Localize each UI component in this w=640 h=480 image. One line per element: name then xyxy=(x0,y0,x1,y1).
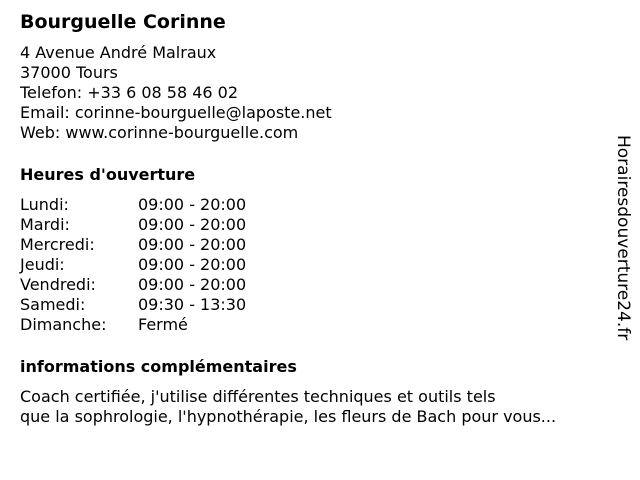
address-street: 4 Avenue André Malraux xyxy=(20,43,217,62)
hours-heading: Heures d'ouverture xyxy=(20,165,196,184)
website-address: Web: www.corinne-bourguelle.com xyxy=(20,123,299,142)
hours-time: 09:00 - 20:00 xyxy=(138,215,247,234)
hours-row-sunday xyxy=(20,315,600,335)
contact-block xyxy=(20,43,600,143)
hours-time: 09:00 - 20:00 xyxy=(138,275,247,294)
hours-table xyxy=(20,195,600,335)
hours-row-tuesday xyxy=(20,215,600,235)
address-city: 37000 Tours xyxy=(20,63,118,82)
hours-row-thursday xyxy=(20,255,600,275)
hours-day: Mardi: xyxy=(20,215,70,234)
hours-day: Dimanche: xyxy=(20,315,107,334)
hours-time: 09:30 - 13:30 xyxy=(138,295,247,314)
description-line: que la sophrologie, l'hypnothérapie, les fleurs de Bach pour vous... xyxy=(20,407,557,426)
hours-time: Fermé xyxy=(138,315,188,334)
phone-number: Telefon: +33 6 08 58 46 02 xyxy=(20,83,239,102)
description-line: Coach certifiée, j'utilise différentes techniques et outils tels xyxy=(20,387,496,406)
business-name: Bourguelle Corinne xyxy=(20,11,226,33)
hours-day: Jeudi: xyxy=(20,255,65,274)
hours-day: Vendredi: xyxy=(20,275,96,294)
email-address: Email: corinne-bourguelle@laposte.net xyxy=(20,103,332,122)
description xyxy=(20,387,600,427)
hours-day: Lundi: xyxy=(20,195,69,214)
hours-time: 09:00 - 20:00 xyxy=(138,195,247,214)
hours-time: 09:00 - 20:00 xyxy=(138,235,247,254)
hours-day: Mercredi: xyxy=(20,235,95,254)
info-heading: informations complémentaires xyxy=(20,357,297,376)
business-card xyxy=(20,0,600,427)
site-watermark: Horairesdouverture24.fr xyxy=(613,135,633,341)
hours-row-friday xyxy=(20,275,600,295)
hours-time: 09:00 - 20:00 xyxy=(138,255,247,274)
hours-row-wednesday xyxy=(20,235,600,255)
hours-row-saturday xyxy=(20,295,600,315)
hours-day: Samedi: xyxy=(20,295,86,314)
hours-row-monday xyxy=(20,195,600,215)
